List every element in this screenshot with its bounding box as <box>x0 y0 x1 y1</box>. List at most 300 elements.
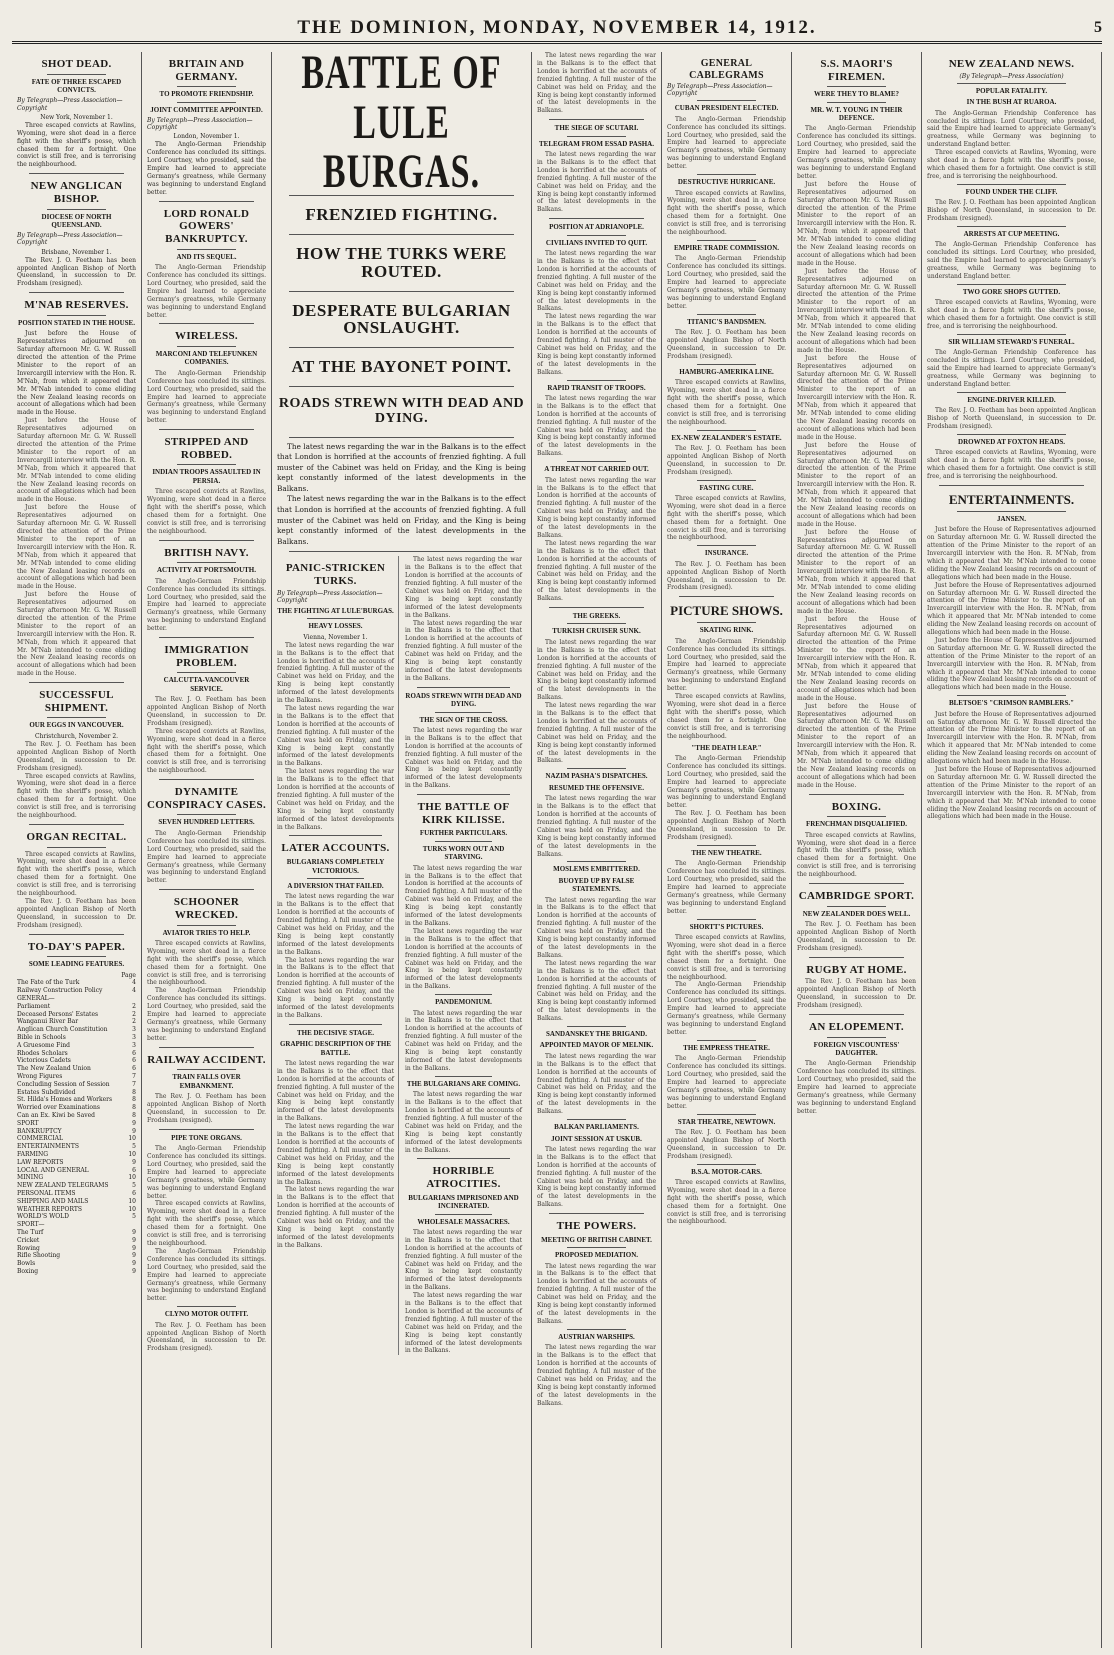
article-body: The Anglo-German Friendship Conference has concluded its sittings. Lord Courtney, who presided, said the Empire had learned to appreciate Germany's greatness, while Germany was beginning to understand England better. <box>797 1060 916 1115</box>
divider <box>957 334 1066 335</box>
article-body: The latest news regarding the war in the Balkans is to the effect that London is horrified at the accounts of frenzied fighting. A full muster of the Cabinet was held on Friday, and the King is being kept constantly informed of the latest developments in the Balkans. <box>405 726 522 790</box>
index-row <box>17 1104 136 1112</box>
index-page: 8 <box>132 1104 136 1112</box>
article-body: The latest news regarding the war in the Balkans is to the effect that London is horrified at the accounts of frenzied fighting. A full muster of the Cabinet was held on Friday, and the King is being kept constantly informed of the latest developments in the Balkans. <box>537 476 656 539</box>
article-body: The latest news regarding the war in the Balkans is to the effect that London is horrified at the accounts of frenzied fighting. A full muster of the Cabinet was held on Friday, and the King is being kept constantly informed of the latest developments in the Balkans. <box>405 1228 522 1292</box>
headline-clyno: CLYNO MOTOR OUTFIT. <box>164 1310 249 1319</box>
index-row <box>17 1237 136 1245</box>
article-body: Just before the House of Representatives adjourned on Saturday afternoon Mr. G. W. Russell directed the attention of the Prime Minister to the report of an Invercargill interview with the Hon. R. M'Nab, from which it appeared that Mr. M'Nab intended to come eliding the New Zealand leasing records on account of allegations which had been made in the House. <box>797 354 916 441</box>
index-row <box>17 1011 136 1019</box>
divider <box>435 994 492 995</box>
index-page: 2 <box>132 1002 136 1010</box>
dateline: London, November 1. <box>173 133 240 141</box>
article-body: Three escaped convicts at Rawlins, Wyoming, were shot dead in a fierce fight with the sheriff's posse, which chased them for a fortnight. One convict is still free, and is terrorising the neighbourhood. <box>667 494 786 542</box>
divider <box>159 889 254 890</box>
index-row <box>17 1003 136 1011</box>
index-row <box>17 1112 136 1120</box>
divider <box>159 1129 254 1130</box>
index-page: 5 <box>132 1213 136 1221</box>
subhead-massacres: WHOLESALE MASSACRES. <box>417 1217 510 1226</box>
index-page: 10 <box>128 1135 136 1143</box>
divider <box>289 551 514 552</box>
divider <box>567 136 626 137</box>
article-body: Three escaped convicts at Rawlins, Wyoming, were shot dead in a fierce fight with the sheriff's posse, which chased them for a fortnight. One convict is still free, and is terrorising the neighbourhood. <box>17 850 136 898</box>
lead-paragraph: The latest news regarding the war in the Balkans is to the effect that London is horrified at the accounts of frenzied fighting. A full muster of the Cabinet was held on Friday, and the King is being kept constantly informed of the latest developments in the Balkans. <box>277 494 526 546</box>
subhead-arrests: ARRESTS AT CUP MEETING. <box>963 229 1060 238</box>
divider <box>567 380 626 381</box>
subhead-frenchman: FRENCHMAN DISQUALIFIED. <box>805 820 908 829</box>
divider <box>47 956 106 957</box>
subhead-titanic: TITANIC'S BANDSMEN. <box>687 317 766 326</box>
index-page: 6 <box>132 1189 136 1197</box>
divider <box>47 847 106 848</box>
index-page: 6 <box>132 1049 136 1057</box>
divider <box>177 346 236 347</box>
divider <box>567 861 626 862</box>
divider <box>697 174 756 175</box>
subhead-particulars: FURTHER PARTICULARS. <box>419 829 508 838</box>
index-item: Bible in Schools <box>17 1034 66 1042</box>
article-body: Three escaped convicts at Rawlins, Wyoming, were shot dead in a fierce fight with the sheriff's posse, which chased them for a fortnight. One convict is still free, and is terrorising the neighbourhood. <box>17 772 136 820</box>
headline-stripped: STRIPPED AND ROBBED. <box>164 436 249 461</box>
contents-index <box>17 979 136 1275</box>
divider <box>809 957 904 958</box>
divider <box>177 86 236 87</box>
divider <box>697 1164 756 1165</box>
headline-wireless: WIRELESS. <box>175 330 238 343</box>
source-line: By Telegraph—Press Association—Copyright <box>17 232 123 247</box>
index-page: 7 <box>132 1073 136 1081</box>
headline-pipe-organs: PIPE TONE ORGANS. <box>171 1133 242 1142</box>
subhead-roads-dead: ROADS STREWN WITH DEAD AND DYING. <box>405 691 522 709</box>
headline-boxing: BOXING. <box>831 800 882 813</box>
headline-entertainments: ENTERTAINMENTS. <box>948 491 1075 507</box>
divider <box>177 1306 236 1307</box>
divider <box>957 83 1066 84</box>
index-header: Page <box>121 971 136 979</box>
article-body: Just before the House of Representatives adjourned on Saturday afternoon Mr. G. W. Russell directed the attention of the Prime Minister to the report of an Invercargill interview with the Hon. R. M'Nab, from which it appeared that Mr. M'Nab intended to come eliding the New Zealand leasing records on account of allegations which had been made in the House. <box>927 710 1096 766</box>
index-page: 6 <box>132 1057 136 1065</box>
subhead-fighting: THE FIGHTING AT LULE'BURGAS. <box>277 606 394 615</box>
index-item: The Turf <box>17 1228 44 1236</box>
article-body: The latest news regarding the war in the Balkans is to the effect that London is horrified at the accounts of frenzied fighting. A full muster of the Cabinet was held on Friday, and the King is being kept constantly informed of the latest developments in the Balkans. <box>277 768 394 831</box>
index-page: 9 <box>132 1260 136 1268</box>
divider <box>549 218 644 219</box>
subhead-death-leap: "THE DEATH LEAP." <box>691 743 762 752</box>
divider <box>697 545 756 546</box>
article-body: The latest news regarding the war in the Balkans is to the effect that London is horrified at the accounts of frenzied fighting. A full muster of the Cabinet was held on Friday, and the King is being kept constantly informed of the latest developments in the Balkans. <box>405 1091 522 1154</box>
dateline: Brisbane, November 1. <box>41 248 112 256</box>
divider <box>177 464 236 465</box>
divider <box>289 291 514 292</box>
article-body: The Anglo-German Friendship Conference has concluded its sittings. Lord Courtney, who presided, said the Empire had learned to appreciate Germany's greatness, while Germany was beginning to understand England better. <box>147 1247 266 1303</box>
divider <box>159 779 254 780</box>
index-item: LOCAL AND GENERAL <box>17 1166 89 1174</box>
index-item: Railway Construction Policy <box>17 987 103 995</box>
subhead-civilians: CIVILIANS INVITED TO QUIT. <box>545 238 648 247</box>
divider <box>177 1069 236 1070</box>
article-body: The Rev. J. O. Feetham has been appointed Anglican Bishop of North Queensland, in succession to Dr. Frodsham (resigned). <box>797 921 916 952</box>
article-body: The latest news regarding the war in the Balkans is to the effect that London is horrified at the accounts of frenzied fighting. A full muster of the Cabinet was held on Friday, and the King is being kept constantly informed of the latest developments in the Balkans. <box>537 151 656 214</box>
headline-general-cablegrams: GENERAL CABLEGRAMS <box>689 58 764 81</box>
article-body: The Rev. J. O. Feetham has been appointed Anglican Bishop of North Queensland, in succession to Dr. Frodsham (resigned). <box>797 978 916 1010</box>
index-item: Parliament <box>17 1002 51 1010</box>
divider <box>47 209 106 210</box>
divider <box>697 100 756 101</box>
divider <box>159 540 254 541</box>
subhead-shortts: SHORTT'S PICTURES. <box>689 922 764 931</box>
article-body: The Rev. J. O. Feetham has been appointed Anglican Bishop of North Queensland, in succession to Dr. Frodsham (resigned). <box>927 407 1096 430</box>
headline-dynamite: DYNAMITE CONSPIRACY CASES. <box>147 786 266 811</box>
subhead-defence: MR. W. T. YOUNG IN THEIR DEFENCE. <box>810 105 903 123</box>
index-item: Can an Ex. Kiwi be Saved <box>17 1112 95 1120</box>
subhead-sequel: AND ITS SEQUEL. <box>176 252 237 261</box>
divider <box>177 562 236 563</box>
subhead-warships: AUSTRIAN WARSHIPS. <box>558 1332 635 1341</box>
subhead-embankment: TRAIN FALLS OVER EMBANKMENT. <box>172 1073 241 1090</box>
article-body: The latest news regarding the war in the Balkans is to the effect that London is horrified at the accounts of frenzied fighting. A full muster of the Cabinet was held on Friday, and the King is being kept constantly informed of the latest developments in the Balkans. <box>537 313 656 376</box>
index-item: SPORT— <box>17 1221 45 1229</box>
index-row <box>17 1151 136 1159</box>
newspaper-title: THE DOMINION, MONDAY, NOVEMBER 14, 1912. <box>297 16 817 38</box>
subhead-cabinet: MEETING OF BRITISH CABINET. <box>541 1235 652 1244</box>
article-body: Just before the House of Representatives adjourned on Saturday afternoon Mr. G. W. Russell directed the attention of the Prime Minister to the report of an Invercargill interview with the Hon. R. M'Nab, from which it appeared that Mr. M'Nab intended to come eliding the New Zealand leasing records on account of allegations which had been made in the House. <box>797 528 916 615</box>
subhead-position: POSITION STATED IN THE HOUSE. <box>18 318 135 327</box>
article-body: Just before the House of Representatives adjourned on Saturday afternoon Mr. G. W. Russell directed the attention of the Prime Minister to the report of an Invercargill interview with the Hon. R. M'Nab, from which it appeared that Mr. M'Nab intended to come eliding the New Zealand leasing records on account of allegations which had been made in the House. <box>927 581 1096 637</box>
article-body: The Anglo-German Friendship Conference has concluded its sittings. Lord Courtney, who presided, said the Empire had learned to appreciate Germany's greatness, while Germany was beginning to understand England better. <box>667 255 786 310</box>
divider <box>697 845 756 846</box>
headline-bayonet: AT THE BAYONET POINT. <box>291 357 512 377</box>
article-body: The latest news regarding the war in the Balkans is to the effect that London is horrified at the accounts of frenzied fighting. A full muster of the Cabinet was held on Friday, and the King is being kept constantly informed of the latest developments in the Balkans. <box>405 1292 522 1355</box>
index-row <box>17 995 136 1003</box>
headline-navy: BRITISH NAVY. <box>164 546 249 559</box>
headline-turks-routed: HOW THE TURKS WERE ROUTED. <box>296 243 507 281</box>
subhead-sandanskey: SANDANSKEY THE BRIGAND. <box>546 1030 647 1039</box>
divider <box>29 292 124 293</box>
index-item: FARMING <box>17 1151 49 1158</box>
index-page: 4 <box>132 979 136 987</box>
subhead-bush: IN THE BUSH AT RUAROA. <box>966 98 1057 107</box>
divider <box>47 717 106 718</box>
subhead-nazim: NAZIM PASHA'S DISPATCHES. <box>545 772 648 781</box>
subhead-melnik: APPOINTED MAYOR OF MELNIK. <box>539 1041 654 1050</box>
article-body: The latest news regarding the war in the Balkans is to the effect that London is horrified at the accounts of frenzied fighting. A full muster of the Cabinet was held on Friday, and the King is being kept constantly informed of the latest developments in the Balkans. <box>277 893 394 956</box>
index-row <box>17 1120 136 1128</box>
index-row <box>17 1198 136 1206</box>
feature-subcolumn-right <box>405 556 526 1355</box>
headline-shipment: SUCCESSFUL SHIPMENT. <box>39 689 114 714</box>
subhead-skating: SKATING RINK. <box>699 626 754 635</box>
divider <box>289 386 514 387</box>
subhead-incinerated: BULGARIANS IMPRISONED AND INCINERATED. <box>408 1193 519 1211</box>
index-item: Rifle Shooting <box>17 1252 61 1260</box>
subhead-hurricane: DESTRUCTIVE HURRICANE. <box>677 178 776 187</box>
article-body: The Rev. J. O. Feetham has been appointed Anglican Bishop of North Queensland, in succession to Dr. Frodsham (resigned). <box>147 1093 266 1124</box>
index-row <box>17 1229 136 1237</box>
article-body: Three escaped convicts at Rawlins, Wyoming, were shot dead in a fierce fight with the sheriff's posse, which chased them for a fortnight. One convict is still free, and is terrorising the neighbourhood. <box>667 379 786 426</box>
divider <box>697 314 756 315</box>
feature-subcolumns <box>277 556 526 1355</box>
index-page: 8 <box>132 1112 136 1120</box>
subhead-essad: TELEGRAM FROM ESSAD PASHA. <box>539 139 654 148</box>
subhead-uskub: JOINT SESSION AT USKUB. <box>551 1134 642 1143</box>
article-body: The latest news regarding the war in the Balkans is to the effect that London is horrified at the accounts of frenzied fighting. A full muster of the Cabinet was held on Friday, and the King is being kept constantly informed of the latest developments in the Balkans. <box>537 795 656 858</box>
dateline: Vienna, November 1. <box>303 633 368 641</box>
divider <box>567 623 626 624</box>
subhead-blame: WERE THEY TO BLAME? <box>813 90 900 99</box>
divider <box>567 768 626 769</box>
index-page: 9 <box>132 1127 136 1135</box>
subhead-mediation: PROPOSED MEDIATION. <box>554 1251 639 1260</box>
divider <box>177 925 236 926</box>
index-item: ENTERTAINMENTS <box>17 1143 79 1151</box>
subhead-coming: THE BULGARIANS ARE COMING. <box>406 1079 521 1088</box>
divider <box>697 1114 756 1115</box>
article-body: Three escaped convicts at Rawlins, Wyoming, were shot dead in a fierce fight with the sheriff's posse, which chased them for a fortnight. One convict is still free, and is terrorising the neighbourhood. <box>667 693 786 740</box>
article-body: The latest news regarding the war in the Balkans is to the effect that London is horrified at the accounts of frenzied fighting. A full muster of the Cabinet was held on Friday, and the King is being kept constantly informed of the latest developments in the Balkans. <box>537 1145 656 1209</box>
article-body: The Anglo-German Friendship Conference has concluded its sittings. Lord Courtney, who presided, said the Empire had learned to appreciate Germany's greatness, while Germany was beginning to understand England better. <box>667 754 786 810</box>
headline-roads-strewn: ROADS STREWN WITH DEAD AND DYING. <box>278 396 525 426</box>
article-body: The Rev. J. O. Feetham has been appointed Anglican Bishop of North Queensland, in succession to Dr. Frodsham (resigned). <box>17 740 136 772</box>
subhead-empire-trade: EMPIRE TRADE COMMISSION. <box>673 243 780 252</box>
subhead-starving: TURKS WORN OUT AND STARVING. <box>422 844 505 862</box>
column-4 <box>532 52 662 1648</box>
index-page: 6 <box>132 1166 136 1174</box>
subhead-eggs: OUR EGGS IN VANCOUVER. <box>29 721 124 730</box>
subhead-committee: JOINT COMMITTEE APPOINTED. <box>150 105 263 114</box>
article-body: Just before the House of Representatives adjourned on Saturday afternoon Mr. G. W. Russell directed the attention of the Prime Minister to the report of an Invercargill interview with the Hon. R. M'Nab, from which it appeared that Mr. M'Nab intended to come eliding the New Zealand leasing records on account of allegations which had been made in the House. <box>17 504 136 591</box>
index-page: 2 <box>132 1010 136 1018</box>
article-body: The latest news regarding the war in the Balkans is to the effect that London is horrified at the accounts of frenzied fighting. A full muster of the Cabinet was held on Friday, and the King is being kept constantly informed of the latest developments in the Balkans. <box>405 619 522 682</box>
article-body: Three escaped convicts at Rawlins, Wyoming, were shot dead in a fierce fight with the sheriff's posse, which chased them for a fortnight. One convict is still free, and is terrorising the neighbourhood. <box>927 299 1096 330</box>
subhead-jansen: JANSEN. <box>997 514 1026 523</box>
headline-frenzied: FRENZIED FIGHTING. <box>305 205 498 225</box>
article-body: The Rev. J. O. Feetham has been appointed Anglican Bishop of North Queensland, in succession to Dr. Frodsham (resigned). <box>927 199 1096 222</box>
subhead-cuban: CUBAN PRESIDENT ELECTED. <box>674 104 779 113</box>
article-body: The Anglo-German Friendship Conference has concluded its sittings. Lord Courtney, who presided, said the Empire had learned to appreciate Germany's greatness, while Germany was beginning to understand England better. <box>147 369 266 425</box>
divider <box>957 511 1066 512</box>
headline-rugby: RUGBY AT HOME. <box>806 963 907 976</box>
index-item: Wrong Figures <box>17 1073 63 1081</box>
divider <box>827 86 886 87</box>
divider <box>159 429 254 430</box>
index-item: COMMERCIAL <box>17 1135 63 1143</box>
article-body: The latest news regarding the war in the Balkans is to the effect that London is horrified at the accounts of frenzied fighting. A full muster of the Cabinet was held on Friday, and the King is being kept constantly informed of the latest developments in the Balkans. <box>277 1123 394 1186</box>
article-body: The latest news regarding the war in the Balkans is to the effect that London is horrified at the accounts of frenzied fighting. A full muster of the Cabinet was held on Friday, and the King is being kept constantly informed of the latest developments in the Balkans. <box>277 641 394 705</box>
divider <box>827 816 886 817</box>
divider <box>47 315 106 316</box>
divider <box>177 814 236 815</box>
divider <box>435 1214 492 1215</box>
divider <box>159 637 254 638</box>
article-body: The Anglo-German Friendship Conference has concluded its sittings. Lord Courtney, who presided, said the Empire had learned to appreciate Germany's greatness, while Germany was beginning to understand England better. <box>147 829 266 885</box>
article-body: The Rev. J. O. Feetham has been appointed Anglican Bishop of North Queensland, in succession to Dr. Frodsham (resigned). <box>667 560 786 592</box>
headline-adrianople: POSITION AT ADRIANOPLE. <box>549 223 644 232</box>
index-page: 5 <box>132 1182 136 1190</box>
subhead-losses: HEAVY LOSSES. <box>308 622 363 631</box>
article-body: Just before the House of Representatives adjourned on Saturday afternoon Mr. G. W. Russell directed the attention of the Prime Minister to the report of an Invercargill interview with the Hon. R. M'Nab, from which it appeared that Mr. M'Nab intended to come eliding the New Zealand leasing records on account of allegations which had been made in the House. <box>927 526 1096 581</box>
headline-britain-germany: BRITAIN AND GERMANY. <box>168 58 245 83</box>
divider <box>567 235 626 236</box>
article-body: The latest news regarding the war in the Balkans is to the effect that London is horrified at the accounts of frenzied fighting. A full muster of the Cabinet was held on Friday, and the King is being kept constantly informed of the latest developments in the Balkans. <box>537 1344 656 1407</box>
source-line: (By Telegraph—Press Association) <box>959 72 1064 80</box>
index-row <box>17 1182 136 1190</box>
headline-todays-paper: TO-DAY'S PAPER. <box>27 940 126 953</box>
index-row <box>17 987 136 995</box>
divider <box>177 249 236 250</box>
divider <box>957 184 1066 185</box>
divider <box>435 1076 492 1077</box>
column-6 <box>792 52 922 1648</box>
subhead-engine-driver: ENGINE-DRIVER KILLED. <box>967 395 1056 404</box>
subhead-bsa: B.S.A. MOTOR-CARS. <box>691 1167 762 1176</box>
subhead-buoyed: BUOYED UP BY FALSE STATEMENTS. <box>558 876 635 894</box>
subhead-portsmouth: ACTIVITY AT PORTSMOUTH. <box>156 566 256 575</box>
subhead-cruiser: TURKISH CRUISER SUNK. <box>552 627 641 636</box>
index-item: Concluding Session of Session <box>17 1080 110 1088</box>
subhead-fasting: FASTING CURE. <box>699 483 754 492</box>
index-row <box>17 1089 136 1097</box>
article-body: The latest news regarding the war in the Balkans is to the effect that London is horrified at the accounts of frenzied fighting. A full muster of the Cabinet was held on Friday, and the King is being kept constantly informed of the latest developments in the Balkans. <box>277 704 394 768</box>
source-line: By Telegraph—Press Association—Copyright <box>277 589 383 604</box>
headline-later: LATER ACCOUNTS. <box>281 842 390 855</box>
divider <box>957 695 1066 696</box>
index-page: 10 <box>128 1205 136 1213</box>
divider <box>957 226 1066 227</box>
headline-immigration: IMMIGRATION PROBLEM. <box>164 644 249 669</box>
article-body: Three escaped convicts at Rawlins, Wyoming, were shot dead in a fierce fight with the sheriff's posse, which chased them for a fortnight. One convict is still free, and is terrorising the neighbourhood. <box>147 1200 266 1247</box>
article-body: Just before the House of Representatives adjourned on Saturday afternoon Mr. G. W. Russell directed the attention of the Prime Minister to the report of an Invercargill interview with the Hon. R. M'Nab, from which it appeared that Mr. M'Nab intended to come eliding the New Zealand leasing records on account of allegations which had been made in the House. <box>797 180 916 267</box>
article-body: The latest news regarding the war in the Balkans is to the effect that London is horrified at the accounts of frenzied fighting. A full muster of the Cabinet was held on Friday, and the King is being kept constantly informed of the latest developments in the Balkans. <box>277 1186 394 1249</box>
divider <box>159 323 254 324</box>
index-item: St. Hilda's Homes and Workers <box>17 1096 113 1104</box>
headline-lule-burgas: BATTLE OF LULE BURGAS. <box>301 52 502 199</box>
divider <box>827 1037 886 1038</box>
headline-mnab: M'NAB RESERVES. <box>24 299 129 312</box>
divider <box>697 430 756 431</box>
article-body: Three escaped convicts at Rawlins, Wyoming, were shot dead in a fierce fight with the sheriff's posse, which chased them for a fortnight. One convict is still free, and is terrorising the neighbourhood. <box>797 831 916 879</box>
divider <box>47 74 106 75</box>
index-page <box>126 995 136 1003</box>
index-item: Cricket <box>17 1236 40 1244</box>
masthead <box>12 14 1102 44</box>
index-row <box>17 1135 136 1143</box>
index-item: Deceased Persons' Estates <box>17 1010 99 1018</box>
index-page: 8 <box>132 1088 136 1096</box>
article-body: Three escaped convicts at Rawlins, Wyoming, were shot dead in a fierce fight with the sheriff's posse, which chased them for a fortnight. One convict is still free, and is terrorising the neighbourhood. <box>17 121 136 169</box>
divider <box>29 934 124 935</box>
source-line: By Telegraph—Press Association—Copyright <box>147 117 253 132</box>
divider <box>697 1040 756 1041</box>
article-body: The Anglo-German Friendship Conference has concluded its sittings. Lord Courtney, who presided, said the Empire had learned to appreciate Germany's greatness, while Germany was beginning to understand England better. <box>667 981 786 1036</box>
subhead-letters: SEVEN HUNDRED LETTERS. <box>158 818 255 827</box>
divider <box>289 234 514 235</box>
index-item: Rhodes Scholars <box>17 1049 68 1057</box>
subhead-hamburg: HAMBURG-AMERIKA LINE. <box>679 367 774 376</box>
index-row <box>17 1268 136 1276</box>
index-row <box>17 1174 136 1182</box>
index-item: WEATHER REPORTS <box>17 1205 82 1213</box>
subhead-steward: SIR WILLIAM STEWARD'S FUNERAL. <box>948 337 1075 346</box>
index-page: 9 <box>132 1228 136 1236</box>
subhead-rapid-transit: RAPID TRANSIT OF TROOPS. <box>547 383 646 392</box>
subhead-marconi: MARCONI AND TELEFUNKEN COMPANIES. <box>155 350 258 367</box>
subhead-aviator: AVIATOR TRIES TO HELP. <box>162 928 251 937</box>
article-body: The Anglo-German Friendship Conference has concluded its sittings. Lord Courtney, who presided, said the Empire had learned to appreciate Germany's greatness, while Germany was beginning to understand England better. <box>667 1055 786 1110</box>
index-row <box>17 1167 136 1175</box>
article-body: Just before the House of Representatives adjourned on Saturday afternoon Mr. G. W. Russell directed the attention of the Prime Minister to the report of an Invercargill interview with the Hon. R. M'Nab, from which it appeared that Mr. M'Nab intended to come eliding the New Zealand leasing records on account of allegations which had been made in the House. <box>17 330 136 417</box>
divider <box>417 687 510 688</box>
column-5 <box>662 52 792 1648</box>
article-body: The latest news regarding the war in the Balkans is to the effect that London is horrified at the accounts of frenzied fighting. A full muster of the Cabinet was held on Friday, and the King is being kept constantly informed of the latest developments in the Balkans. <box>405 556 522 619</box>
subhead-empress: THE EMPRESS THEATRE. <box>683 1043 770 1052</box>
headline-powers: THE POWERS. <box>556 1220 637 1233</box>
divider <box>289 1024 382 1025</box>
divider <box>177 672 236 673</box>
index-item: A Gruesome Find <box>17 1041 70 1049</box>
index-item: Victorious Cadets <box>17 1057 71 1065</box>
article-body: The Rev. J. O. Feetham has been appointed Anglican Bishop of North Queensland, in succession to Dr. Frodsham (resigned). <box>667 329 786 360</box>
index-row <box>17 1190 136 1198</box>
divider <box>809 794 904 795</box>
article-body: Just before the House of Representatives adjourned on Saturday afternoon Mr. G. W. Russell directed the attention of the Prime Minister to the report of an Invercargill interview with the Hon. R. M'Nab, from which it appeared that Mr. M'Nab intended to come eliding the New Zealand leasing records on account of allegations which had been made in the House. <box>797 441 916 528</box>
divider <box>567 1247 626 1248</box>
subhead-foxton: DROWNED AT FOXTON HEADS. <box>958 437 1065 446</box>
headline-kirk-kilisse: THE BATTLE OF KIRK KILISSE. <box>417 801 510 826</box>
subhead-offensive: RESUMED THE OFFENSIVE. <box>549 783 644 792</box>
article-body: The latest news regarding the war in the Balkans is to the effect that London is horrified at the accounts of frenzied fighting. A full muster of the Cabinet was held on Friday, and the King is being kept constantly informed of the latest developments in the Balkans. <box>537 1262 656 1325</box>
divider <box>679 596 774 597</box>
article-body: The Anglo-German Friendship Conference has concluded its sittings. Lord Courtney, who presided, said the Empire had learned to appreciate Germany's greatness, while Germany was beginning to understand England better. <box>667 860 786 915</box>
article-body: Just before the House of Representatives adjourned on Saturday afternoon Mr. G. W. Russell directed the attention of the Prime Minister to the report of an Invercargill interview with the Hon. R. M'Nab, from which it appeared that Mr. M'Nab intended to come eliding the New Zealand leasing records on account of allegations which had been made in the House. <box>17 591 136 678</box>
article-body: The latest news regarding the war in the Balkans is to the effect that London is horrified at the accounts of frenzied fighting. A full muster of the Cabinet was held on Friday, and the King is being kept constantly informed of the latest developments in the Balkans. <box>537 250 656 313</box>
divider <box>939 485 1084 486</box>
headline-shot-dead: SHOT DEAD. <box>41 58 112 70</box>
index-page: 9 <box>132 1244 136 1252</box>
index-item: NEW ZEALAND TELEGRAMS <box>17 1182 109 1190</box>
index-page: 6 <box>132 1065 136 1073</box>
index-item: The New Zealand Union <box>17 1065 91 1073</box>
subhead-star-theatre: STAR THEATRE, NEWTOWN. <box>677 1117 776 1126</box>
subhead-diversion: A DIVERSION THAT FAILED. <box>287 881 384 890</box>
article-body: The latest news regarding the war in the Balkans is to the effect that London is horrified at the accounts of frenzied fighting. A full muster of the Cabinet was held on Friday, and the King is being kept constantly informed of the latest developments in the Balkans. <box>405 864 522 927</box>
headline-anglican: NEW ANGLICAN BISHOP. <box>30 180 123 205</box>
subhead-ex-nz: EX-NEW ZEALANDER'S ESTATE. <box>671 433 782 442</box>
subhead-balkan-parliaments: BALKAN PARLIAMENTS. <box>554 1123 639 1132</box>
index-page: 10 <box>128 1197 136 1205</box>
index-page: 3 <box>132 1026 136 1034</box>
divider <box>435 712 492 713</box>
divider <box>809 1014 904 1015</box>
index-row <box>17 1057 136 1065</box>
article-body: The Anglo-German Friendship Conference has concluded its sittings. Lord Courtney, who presided, said the Empire had learned to appreciate Germany's greatness, while Germany was beginning to understand England better. <box>147 577 266 633</box>
source-line: By Telegraph—Press Association—Copyright <box>667 83 773 98</box>
index-item: Estates Subdivided <box>17 1088 76 1096</box>
index-page: 9 <box>132 1158 136 1166</box>
divider <box>177 102 236 103</box>
index-item: Wanganui River Bar <box>17 1018 79 1026</box>
index-page: 10 <box>128 1151 136 1158</box>
index-item: Rowing <box>17 1244 40 1252</box>
article-body: The Rev. J. O. Feetham has been appointed Anglican Bishop of North Queensland, in succession to Dr. Frodsham (resigned). <box>667 1128 786 1160</box>
index-row <box>17 1073 136 1081</box>
divider <box>957 284 1066 285</box>
divider <box>289 347 514 348</box>
divider <box>549 607 644 608</box>
headline-scutari: THE SIEGE OF SCUTARI. <box>554 124 639 133</box>
headline-maori-firemen: S.S. MAORI'S FIREMEN. <box>820 58 893 83</box>
index-item: Worried over Examinations <box>17 1104 100 1112</box>
